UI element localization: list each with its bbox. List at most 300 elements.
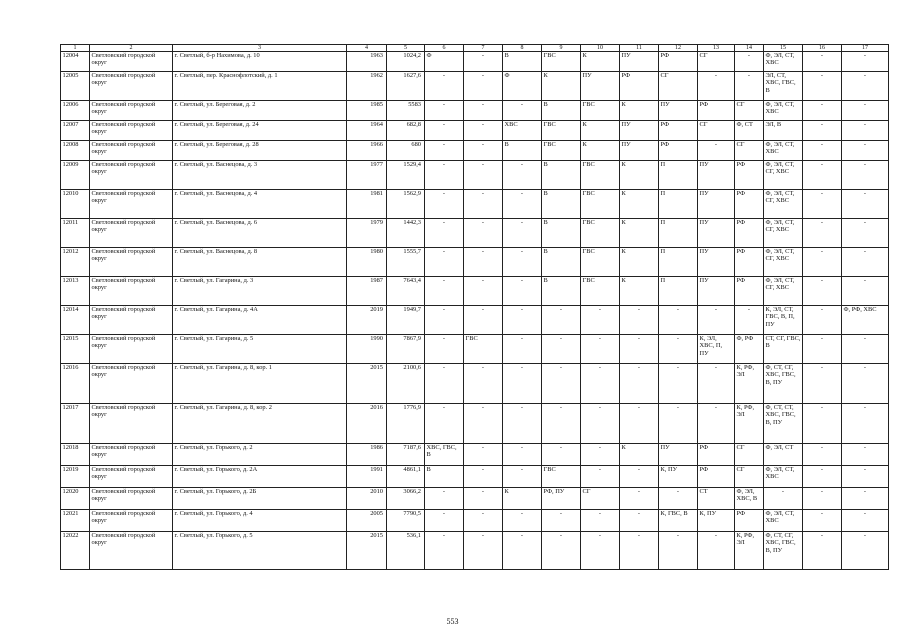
cell-c17: -	[842, 488, 889, 510]
cell-c9: -	[542, 364, 581, 404]
cell-year: 2015	[347, 364, 387, 404]
cell-c11: К	[620, 444, 659, 466]
cell-c9: -	[542, 335, 581, 364]
cell-c10: -	[581, 532, 620, 570]
cell-id: 12007	[61, 121, 90, 141]
cell-c8: -	[503, 248, 542, 277]
cell-c13: СГ	[698, 121, 735, 141]
cell-year: 1985	[347, 101, 387, 121]
cell-c15: ЭЛ, В	[764, 121, 803, 141]
cell-year: 1964	[347, 121, 387, 141]
cell-id: 12019	[61, 466, 90, 488]
cell-address: г. Светлый, ул. Васнецова, д. 4	[173, 190, 347, 219]
cell-address: г. Светлый, ул. Гагарина, д. 8, кор. 2	[173, 404, 347, 444]
cell-c9: РФ, ПУ	[542, 488, 581, 510]
cell-c11: К	[620, 248, 659, 277]
cell-area: Светловский городской округ	[90, 532, 173, 570]
cell-year: 1986	[347, 444, 387, 466]
cell-c9: ГВС	[542, 52, 581, 72]
cell-c12: К, ГВС, В	[659, 510, 698, 532]
cell-address: г. Светлый, ул. Гагарина, д. 4А	[173, 306, 347, 335]
cell-c14: Ф, РФ	[735, 335, 764, 364]
cell-sq: 680	[387, 141, 425, 161]
cell-c8: -	[503, 190, 542, 219]
cell-c14: РФ	[735, 190, 764, 219]
cell-c8: -	[503, 444, 542, 466]
cell-c17: -	[842, 404, 889, 444]
cell-c11: К	[620, 101, 659, 121]
cell-id: 12022	[61, 532, 90, 570]
cell-c9: К	[542, 72, 581, 101]
cell-c12: -	[659, 364, 698, 404]
cell-c6: -	[425, 364, 464, 404]
cell-c12: К, ПУ	[659, 466, 698, 488]
cell-c13: РФ	[698, 444, 735, 466]
cell-c8: -	[503, 466, 542, 488]
cell-year: 1962	[347, 72, 387, 101]
table-row	[61, 190, 889, 219]
cell-c11: ПУ	[620, 141, 659, 161]
cell-c10: -	[581, 510, 620, 532]
cell-sq: 1562,9	[387, 190, 425, 219]
cell-c8: Ф	[503, 72, 542, 101]
cell-c15: Ф, СТ, СГ, ХВС, ГВС, В, ПУ	[764, 364, 803, 404]
cell-c7: -	[464, 364, 503, 404]
column-number: 16	[803, 45, 842, 52]
cell-c8: -	[503, 404, 542, 444]
cell-c14: К, РФ, ЭЛ	[735, 532, 764, 570]
cell-c8: -	[503, 335, 542, 364]
cell-sq: 7790,5	[387, 510, 425, 532]
table-row	[61, 510, 889, 532]
cell-c15: Ф, ЭЛ, СТ, ХВС	[764, 466, 803, 488]
cell-c13: РФ	[698, 101, 735, 121]
column-number: 17	[842, 45, 889, 52]
cell-c16: -	[803, 466, 842, 488]
cell-c15: Ф, ЭЛ, СТ, СГ, ХВС	[764, 277, 803, 306]
cell-c14: РФ	[735, 219, 764, 248]
cell-c11: -	[620, 466, 659, 488]
cell-c14: -	[735, 306, 764, 335]
cell-id: 12016	[61, 364, 90, 404]
cell-sq: 1024,2	[387, 52, 425, 72]
cell-c6: -	[425, 72, 464, 101]
cell-address: г. Светлый, б-р Нахимова, д. 10	[173, 52, 347, 72]
cell-id: 12020	[61, 488, 90, 510]
cell-c6: Ф	[425, 52, 464, 72]
cell-c10: К	[581, 52, 620, 72]
cell-id: 12009	[61, 161, 90, 190]
cell-area: Светловский городской округ	[90, 72, 173, 101]
cell-c7: -	[464, 52, 503, 72]
cell-c14: СГ	[735, 101, 764, 121]
cell-c6: -	[425, 101, 464, 121]
cell-address: г. Светлый, ул. Береговая, д. 2	[173, 101, 347, 121]
cell-sq: 1627,6	[387, 72, 425, 101]
cell-c12: -	[659, 404, 698, 444]
cell-c13: -	[698, 404, 735, 444]
cell-c8: -	[503, 219, 542, 248]
cell-c6: -	[425, 532, 464, 570]
cell-c12: РФ	[659, 121, 698, 141]
column-number: 5	[387, 45, 425, 52]
table-row	[61, 306, 889, 335]
cell-id: 12010	[61, 190, 90, 219]
cell-c8: -	[503, 510, 542, 532]
cell-c8: -	[503, 101, 542, 121]
cell-c12: -	[659, 335, 698, 364]
cell-address: г. Светлый, ул. Гагарина, д. 3	[173, 277, 347, 306]
cell-c12: РФ	[659, 141, 698, 161]
cell-address: г. Светлый, ул. Береговая, д. 28	[173, 141, 347, 161]
cell-c16: -	[803, 141, 842, 161]
cell-area: Светловский городской округ	[90, 141, 173, 161]
cell-c15: Ф, ЭЛ, СТ, ХВС	[764, 141, 803, 161]
cell-c13: -	[698, 532, 735, 570]
cell-c11: К	[620, 219, 659, 248]
cell-year: 2010	[347, 488, 387, 510]
cell-sq: 1555,7	[387, 248, 425, 277]
cell-c11: -	[620, 404, 659, 444]
cell-c10: ПУ	[581, 72, 620, 101]
cell-c10: СГ	[581, 488, 620, 510]
cell-area: Светловский городской округ	[90, 277, 173, 306]
cell-c6: -	[425, 335, 464, 364]
register-table	[60, 44, 889, 570]
cell-c6: -	[425, 141, 464, 161]
cell-sq: 1776,9	[387, 404, 425, 444]
cell-id: 12021	[61, 510, 90, 532]
cell-sq: 5583	[387, 101, 425, 121]
cell-c9: В	[542, 161, 581, 190]
cell-year: 2015	[347, 532, 387, 570]
cell-c14: Ф, ЭЛ, ХВС, В	[735, 488, 764, 510]
cell-year: 1963	[347, 52, 387, 72]
cell-c15: Ф, СТ, СГ, ХВС, ГВС, В, ПУ	[764, 532, 803, 570]
cell-c8: -	[503, 532, 542, 570]
cell-c10: К	[581, 121, 620, 141]
cell-c10: -	[581, 404, 620, 444]
cell-c16: -	[803, 121, 842, 141]
cell-c12: -	[659, 306, 698, 335]
cell-address: г. Светлый, ул. Горького, д. 5	[173, 532, 347, 570]
cell-c15: Ф, ЭЛ, СТ, ХВС	[764, 101, 803, 121]
cell-c7: -	[464, 277, 503, 306]
cell-c10: ГВС	[581, 219, 620, 248]
cell-area: Светловский городской округ	[90, 510, 173, 532]
cell-c10: ГВС	[581, 161, 620, 190]
cell-c15: Ф, СТ, СТ, ХВС, ГВС, В, ПУ	[764, 404, 803, 444]
cell-c11: РФ	[620, 72, 659, 101]
cell-c6: -	[425, 190, 464, 219]
cell-c16: -	[803, 510, 842, 532]
cell-c16: -	[803, 219, 842, 248]
cell-area: Светловский городской округ	[90, 335, 173, 364]
cell-c14: -	[735, 72, 764, 101]
cell-c11: -	[620, 510, 659, 532]
cell-c7: -	[464, 121, 503, 141]
cell-year: 2019	[347, 306, 387, 335]
cell-c10: ГВС	[581, 101, 620, 121]
cell-address: г. Светлый, пер. Краснофлотский, д. 1	[173, 72, 347, 101]
cell-c14: -	[735, 52, 764, 72]
cell-area: Светловский городской округ	[90, 404, 173, 444]
cell-address: г. Светлый, ул. Горького, д. 2Б	[173, 488, 347, 510]
cell-c11: ПУ	[620, 121, 659, 141]
cell-area: Светловский городской округ	[90, 306, 173, 335]
cell-c13: -	[698, 141, 735, 161]
cell-c8: -	[503, 364, 542, 404]
cell-year: 2005	[347, 510, 387, 532]
cell-address: г. Светлый, ул. Гагарина, д. 5	[173, 335, 347, 364]
cell-c7: -	[464, 532, 503, 570]
cell-sq: 7187,6	[387, 444, 425, 466]
table-row	[61, 466, 889, 488]
cell-area: Светловский городской округ	[90, 444, 173, 466]
column-number: 11	[620, 45, 659, 52]
cell-c7: -	[464, 404, 503, 444]
column-number: 2	[90, 45, 173, 52]
cell-c14: РФ	[735, 510, 764, 532]
cell-c16: -	[803, 404, 842, 444]
cell-c12: П	[659, 161, 698, 190]
cell-c13: К, ПУ	[698, 510, 735, 532]
cell-c6: В	[425, 466, 464, 488]
cell-c7: -	[464, 72, 503, 101]
cell-c6: -	[425, 219, 464, 248]
cell-c8: -	[503, 277, 542, 306]
cell-c9: ГВС	[542, 466, 581, 488]
cell-c13: СТ	[698, 488, 735, 510]
cell-c17: -	[842, 52, 889, 72]
table-row	[61, 219, 889, 248]
cell-c16: -	[803, 364, 842, 404]
cell-c16: -	[803, 306, 842, 335]
cell-year: 1991	[347, 466, 387, 488]
cell-c11: К	[620, 277, 659, 306]
column-number: 7	[464, 45, 503, 52]
cell-c14: РФ	[735, 161, 764, 190]
cell-area: Светловский городской округ	[90, 190, 173, 219]
column-number-row	[61, 45, 889, 52]
cell-id: 12018	[61, 444, 90, 466]
cell-c9: -	[542, 404, 581, 444]
cell-sq: 7643,4	[387, 277, 425, 306]
cell-sq: 3066,2	[387, 488, 425, 510]
column-number: 3	[173, 45, 347, 52]
cell-c6: -	[425, 404, 464, 444]
cell-c17: -	[842, 466, 889, 488]
cell-c6: -	[425, 248, 464, 277]
cell-c13: ПУ	[698, 248, 735, 277]
cell-c17: -	[842, 101, 889, 121]
cell-c12: П	[659, 277, 698, 306]
cell-c17: -	[842, 72, 889, 101]
cell-c9: -	[542, 444, 581, 466]
cell-c16: -	[803, 52, 842, 72]
cell-c10: -	[581, 364, 620, 404]
cell-c15: Ф, ЭЛ, СТ, СГ, ХВС	[764, 219, 803, 248]
cell-c13: ПУ	[698, 277, 735, 306]
cell-c13: СГ	[698, 52, 735, 72]
table-row	[61, 161, 889, 190]
cell-c14: Ф, СТ	[735, 121, 764, 141]
cell-c9: В	[542, 190, 581, 219]
cell-c7: -	[464, 306, 503, 335]
cell-c15: Ф, ЭЛ, СТ	[764, 444, 803, 466]
cell-sq: 2100,6	[387, 364, 425, 404]
cell-c7: -	[464, 141, 503, 161]
cell-c8: -	[503, 161, 542, 190]
cell-c13: ПУ	[698, 161, 735, 190]
cell-c17: -	[842, 532, 889, 570]
cell-address: г. Светлый, ул. Васнецова, д. 8	[173, 248, 347, 277]
cell-c12: -	[659, 488, 698, 510]
cell-c10: К	[581, 141, 620, 161]
cell-c14: К, РФ, ЭЛ	[735, 364, 764, 404]
cell-c9: В	[542, 277, 581, 306]
cell-area: Светловский городской округ	[90, 219, 173, 248]
cell-address: г. Светлый, ул. Гагарина, д. 8, кор. 1	[173, 364, 347, 404]
cell-c17: -	[842, 121, 889, 141]
cell-c17: -	[842, 219, 889, 248]
table-row	[61, 404, 889, 444]
table-row	[61, 444, 889, 466]
cell-c12: ПУ	[659, 101, 698, 121]
column-number: 6	[425, 45, 464, 52]
cell-sq: 1949,7	[387, 306, 425, 335]
cell-c13: -	[698, 306, 735, 335]
column-number: 14	[735, 45, 764, 52]
cell-c15: -	[764, 488, 803, 510]
column-number: 1	[61, 45, 90, 52]
cell-year: 1981	[347, 190, 387, 219]
column-number: 13	[698, 45, 735, 52]
cell-id: 12004	[61, 52, 90, 72]
cell-c9: -	[542, 532, 581, 570]
cell-year: 2016	[347, 404, 387, 444]
table-row	[61, 121, 889, 141]
cell-id: 12015	[61, 335, 90, 364]
table-row	[61, 52, 889, 72]
cell-sq: 1442,3	[387, 219, 425, 248]
cell-sq: 536,1	[387, 532, 425, 570]
table-row	[61, 141, 889, 161]
table-row	[61, 364, 889, 404]
cell-c15: Ф, ЭЛ, СТ, ХВС	[764, 510, 803, 532]
table-row	[61, 532, 889, 570]
cell-c16: -	[803, 248, 842, 277]
cell-address: г. Светлый, ул. Васнецова, д. 3	[173, 161, 347, 190]
cell-c6: -	[425, 121, 464, 141]
cell-c11: К	[620, 190, 659, 219]
cell-c9: ГВС	[542, 121, 581, 141]
column-number: 9	[542, 45, 581, 52]
cell-c11: -	[620, 364, 659, 404]
cell-c8: -	[503, 306, 542, 335]
cell-c14: СГ	[735, 444, 764, 466]
cell-id: 12012	[61, 248, 90, 277]
cell-c10: -	[581, 335, 620, 364]
cell-c16: -	[803, 488, 842, 510]
table-row	[61, 101, 889, 121]
column-number: 10	[581, 45, 620, 52]
cell-c17: -	[842, 190, 889, 219]
cell-sq: 4861,1	[387, 466, 425, 488]
cell-area: Светловский городской округ	[90, 488, 173, 510]
cell-c13: ПУ	[698, 190, 735, 219]
cell-c12: П	[659, 219, 698, 248]
cell-c13: -	[698, 364, 735, 404]
cell-id: 12017	[61, 404, 90, 444]
cell-c10: -	[581, 306, 620, 335]
table-row	[61, 488, 889, 510]
cell-c15: Ф, ЭЛ, СТ, ХВС	[764, 52, 803, 72]
cell-id: 12014	[61, 306, 90, 335]
cell-c17: -	[842, 510, 889, 532]
table-body	[61, 45, 889, 570]
cell-area: Светловский городской округ	[90, 466, 173, 488]
cell-c17: -	[842, 444, 889, 466]
cell-c8: В	[503, 52, 542, 72]
cell-year: 1979	[347, 219, 387, 248]
cell-year: 1977	[347, 161, 387, 190]
cell-c16: -	[803, 444, 842, 466]
cell-id: 12008	[61, 141, 90, 161]
cell-c7: -	[464, 510, 503, 532]
cell-c10: ГВС	[581, 277, 620, 306]
cell-c8: К	[503, 488, 542, 510]
cell-c14: К, РФ, ЭЛ	[735, 404, 764, 444]
cell-c16: -	[803, 101, 842, 121]
cell-c17: -	[842, 161, 889, 190]
cell-id: 12011	[61, 219, 90, 248]
cell-c13: ПУ	[698, 219, 735, 248]
cell-c17: -	[842, 335, 889, 364]
cell-sq: 7867,9	[387, 335, 425, 364]
cell-c15: Ф, ЭЛ, СТ, СГ, ХВС	[764, 190, 803, 219]
table-row	[61, 277, 889, 306]
cell-c12: -	[659, 532, 698, 570]
cell-c9: -	[542, 510, 581, 532]
cell-c11: К	[620, 161, 659, 190]
cell-c16: -	[803, 161, 842, 190]
table-row	[61, 248, 889, 277]
cell-c13: -	[698, 72, 735, 101]
cell-sq: 682,8	[387, 121, 425, 141]
cell-area: Светловский городской округ	[90, 161, 173, 190]
cell-c7: -	[464, 161, 503, 190]
cell-address: г. Светлый, ул. Горького, д. 2	[173, 444, 347, 466]
cell-c7: ГВС	[464, 335, 503, 364]
cell-c12: ПУ	[659, 444, 698, 466]
cell-c12: П	[659, 248, 698, 277]
cell-area: Светловский городской округ	[90, 101, 173, 121]
cell-c16: -	[803, 335, 842, 364]
cell-c17: -	[842, 248, 889, 277]
cell-c11: -	[620, 306, 659, 335]
cell-c11: -	[620, 488, 659, 510]
cell-id: 12005	[61, 72, 90, 101]
cell-c6: -	[425, 306, 464, 335]
cell-id: 12013	[61, 277, 90, 306]
page-number: 553	[446, 617, 459, 626]
cell-c7: -	[464, 190, 503, 219]
column-number: 15	[764, 45, 803, 52]
cell-area: Светловский городской округ	[90, 248, 173, 277]
cell-area: Светловский городской округ	[90, 364, 173, 404]
cell-c7: -	[464, 444, 503, 466]
